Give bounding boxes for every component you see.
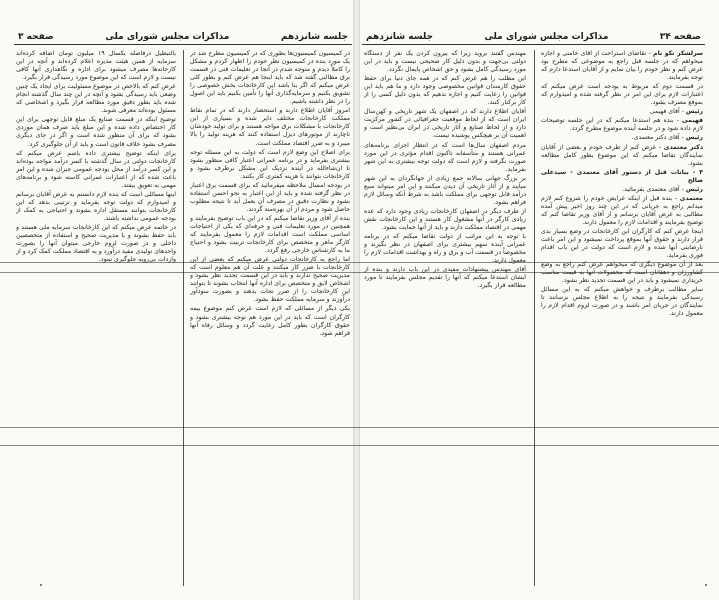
left-page-left-column bbox=[16, 50, 176, 586]
paragraph bbox=[16, 116, 176, 148]
paragraph-text: یکی دیگر از مسائلی که لازم است عرض کنم موضوع بیمه کارگران است که باید در این مورد هم توجه بیشتری بشود و حقوق کارگران بطور کامل رعایت گردد و وسائل رفاه آنها فراهم شود. bbox=[190, 305, 350, 337]
paragraph-text: آقای مهندس پیشنهادات مفیدی در این باب دارند و بنده از ایشان استدعا میکنم که آنها را تقدیم مجلس بفرمایند تا مورد مطالعه قرار بگیرد. bbox=[364, 266, 526, 290]
left-page-column-divider bbox=[183, 50, 184, 586]
paragraph-text: بعد از آن موضوع دیگری که میخواهم عرض کنم راجع به وضع کشاورزان و دهقانان است که محصولات آنها به قیمت مناسب خریداری نمیشود و باید در این قسمت تجدید نظر بشود. bbox=[541, 261, 703, 285]
paragraph-text: سایر مطالب برطرف و خواهش میکنم که به این مسائل رسیدگی بفرمایند و نتیجه را به اطلاع مجلس برسانند تا نمایندگان در جریان امر باشند و در صورت لزوم اقدام لازم را معمول دارند. bbox=[541, 286, 703, 318]
paragraph bbox=[16, 224, 176, 264]
paragraph bbox=[541, 286, 703, 318]
right-page-header bbox=[362, 22, 705, 42]
paragraph-text: - بنده هم استدعا میکنم که در این جلسه توضیحات لازم داده شود و در جلسه آینده موضوع مطرح گردد. bbox=[541, 117, 703, 133]
paragraph-text: - بنده قبل از اینکه عرایض خودم را شروع کنم لازم میدانم راجع به جریانی که در این چند روز اخیر پیش آمده مطالبی به عرض آقایان برسانم و از آقای وزیر تقاضا کنم که توضیح بفرمایند و اقدامات لازم را معمول دارند. bbox=[541, 194, 703, 226]
section-heading-text: ۴ - بیانات قبل از دستور آقای معتمدی - سیدعلی صالح bbox=[541, 168, 703, 184]
speaker-name: معتمدی bbox=[679, 194, 703, 202]
right-header-rule bbox=[362, 44, 705, 45]
paragraph bbox=[190, 305, 350, 337]
paragraph bbox=[364, 75, 526, 107]
paragraph bbox=[541, 195, 703, 227]
paragraph-text: در قسمت دوم که مربوط به بودجه است عرض میکنم که اعتبارات لازم برای این امر در نظر گرفته شده و امیدوارم که بموقع مصرف بشود. bbox=[541, 83, 703, 107]
scan-speck bbox=[705, 584, 707, 586]
left-page-header bbox=[14, 22, 352, 42]
paragraph-text: - آقای معتمدی بفرمائید. bbox=[622, 185, 684, 193]
paragraph bbox=[364, 50, 526, 74]
paragraph bbox=[364, 175, 526, 207]
paragraph-text: برای اصلاح این وضع لازم است که دولت به این مسئله توجه بیشتری بفرماید و در برنامه عمرانی اعتبار کافی منظور بشود تا ان‌شاءالله در آینده نزدیک این مشکل برطرف بشود و کارخانجات بتوانند با هزینه کمتری کار بکنند. bbox=[190, 148, 350, 180]
paragraph-text: - تقاضای استراحت از آقای خامنی و اجازه میخواهم که در جلسه قبل راجع به موضوعی که مطرح بود عرض کنم و نظر خودم را بیان نمایم و از آقایان استدعا دارم که توجه بفرمایند. bbox=[541, 50, 703, 82]
left-header-title: مذاکرات مجلس شورای ملی bbox=[105, 32, 230, 42]
paragraph bbox=[541, 83, 703, 107]
scan-artifact-line bbox=[0, 445, 719, 446]
speaker-name: رئیس bbox=[685, 134, 703, 142]
paragraph bbox=[190, 182, 350, 214]
paragraph-text: توضیح اینکه در قسمت صنایع یک مبلغ قابل توجهی برای این کار اختصاص داده شده و این مبلغ باید صرف همان موردی بشود که برای آن منظور شده است و اگر در جای دیگری مصرف بشود خلاف قانون است و باید از آن جلوگیری کرد. bbox=[16, 116, 176, 148]
right-page-left-column bbox=[364, 50, 526, 586]
paragraph-text: - آقای فهیمی bbox=[649, 108, 684, 116]
paragraph bbox=[190, 107, 350, 147]
paragraph-text: آقایان اطلاع دارند که در اصفهان یک شهر تاریخی و کهن‌سال ایران است که از لحاظ موقعیت جغرافیائی در کشور مرکزیت دارد و از لحاظ صنایع و آثار تاریخی در ایران بی‌نظیر است و اهمیت آن بر هیچکس پوشیده نیست. bbox=[364, 108, 526, 140]
scan-artifact-line bbox=[0, 427, 719, 428]
paragraph-text: این مطلب را هم عرض کنم که در همه جای دنیا برای حفظ حقوق کارمندان قوانین مخصوصی وجود دارد و ما هم باید این قوانین را رعایت کنیم و اجازه ندهیم که بدون دلیل کسی را از کار برکنار کنند. bbox=[364, 75, 526, 107]
paragraph bbox=[541, 228, 703, 260]
paragraph bbox=[541, 50, 703, 82]
paragraph-text: عرض کنم که بالاخص در موضوع مسئولیت برای ایجاد یک چنین وضعی باید رسیدگی بشود و آنچه در این چند سال گذشته انجام شده باید بطور دقیق مورد مطالعه قرار بگیرد و اشخاصی که مسئول بوده‌اند معرفی شوند. bbox=[16, 83, 176, 115]
speaker-name: رئیس bbox=[685, 185, 703, 193]
scan-speck bbox=[40, 584, 42, 586]
left-header-session: جلسه شانزدهم bbox=[280, 32, 348, 42]
paragraph-text: مهندس گفتند بروید زیرا که بیرون کردن یک نفر از دستگاه دولتی بی‌جهت و بدون دلیل کار صحیحی نیست و باید در این مورد رسیدگی کامل بشود و حق اشخاص پایمال نگردد. bbox=[364, 50, 526, 74]
paragraph bbox=[541, 261, 703, 285]
left-page-right-column bbox=[190, 50, 350, 586]
paragraph bbox=[364, 266, 526, 290]
paragraph-text: اما راجع به کارخانجات دولتی عرض میکنم که بعضی از این کارخانجات با ضرر کار میکنند و علت آن هم معلوم است که مدیریت صحیح ندارند و باید در این قسمت تجدید نظر بشود و اشخاص لایق و متخصص برای اداره آنها انتخاب بشوند تا بتوانند این کارخانجات را از ضرر نجات بدهند و بصورت سودآور درآورند و سرمایه مملکت حفظ بشود. bbox=[190, 256, 350, 304]
right-header-page-number: صفحه ۳۴ bbox=[659, 32, 701, 42]
paragraph-text: - عرض کنم از طرف خودم و بعضی از آقایان نمایندگان تقاضا میکنم که این موضوع بطور کامل مطالعه بشود. bbox=[541, 143, 703, 167]
paragraph bbox=[541, 117, 703, 133]
paragraph-text: با توجه به این مراتب از دولت تقاضا میکنم که در برنامه عمرانی آینده سهم بیشتری برای اصفهان در نظر بگیرند و مخصوصاً در قسمت آب و برق و راه و بهداشت اقدامات لازم را معمول دارند. bbox=[364, 233, 526, 265]
left-header-page-number: صفحه ۳ bbox=[18, 32, 54, 42]
scan-artifact-line bbox=[0, 262, 719, 263]
paragraph bbox=[364, 233, 526, 265]
paragraph bbox=[190, 215, 350, 255]
paragraph-text: بر بزرگ جهانی سالانه جمع زیادی از جهانگردان به این شهر میآیند و از آثار تاریخی آن دیدن میکنند و این امر میتواند منبع درآمد قابل توجهی برای مملکت باشد به شرط آنکه وسائل لازم فراهم بشود. bbox=[364, 174, 526, 206]
paragraph-text: بنده از آقای وزیر تقاضا میکنم که در این باب توضیح بفرمایند و همچنین در مورد تعلیمات فنی و حرفه‌ای که یکی از احتیاجات اساسی مملکت است اقدامات لازم را معمول بفرمایند که کارگر ماهر و متخصص برای کارخانجات تربیت بشود و احتیاج ما به کارشناس خارجی رفع گردد. bbox=[190, 214, 350, 255]
right-header-session: جلسه شانزدهم bbox=[366, 32, 434, 42]
paragraph bbox=[364, 108, 526, 140]
speaker-name: دکتر معتمدی bbox=[663, 143, 703, 151]
paragraph bbox=[364, 208, 526, 232]
left-page bbox=[14, 0, 352, 600]
right-page-right-column bbox=[541, 50, 703, 586]
paragraph-text: مردم اصفهان سال‌ها است که در انتظار اجرای برنامه‌های عمرانی هستند و متأسفانه تاکنون اقدام مؤثری در این مورد صورت نگرفته و لازم است که دولت توجه بیشتری به این شهر بفرماید. bbox=[364, 141, 526, 173]
paragraph-text: اینجا عرض کنم که کارگران این کارخانجات در وضع بسیار بدی قرار دارند و حقوق آنها بموقع پرداخت نمیشود و این امر باعث نارضایتی آنها شده و لازم است که دولت در این باب اقدام فوری بفرماید. bbox=[541, 227, 703, 260]
left-header-rule bbox=[14, 44, 352, 45]
paragraph-text: در کمیسیون کمیسیون‌ها بطوری که در کمیسیون مطرح شد در یک مورد بنده در کمیسیون نظر خودم را اظهار کردم و مشکل را کاملاً دیدم و متوجه شدم در آنجا در تعلیمات فنی در قسمت برق مطالبی گفته شد که باید اینجا هم عرض کنم و بطور کلی عرض میکنم که اگر بنا باشد این کارخانجات بخش خصوصی را تشویق بکنیم و سرمایه‌گذاری آنها را تأمین بکنیم باید این اصول را در نظر داشته باشیم. bbox=[190, 50, 350, 106]
right-page bbox=[362, 0, 705, 600]
speaker-name: سرلشکر نکو نام bbox=[653, 50, 703, 57]
right-page-column-divider bbox=[534, 50, 535, 586]
speaker-name: فهیمی bbox=[681, 117, 703, 125]
paragraph-text: در بودجه امسال ملاحظه میفرمائید که برای قسمت برق اعتبار در نظر گرفته شده و باید از این اعتبار به نحو احسن استفاده بشود و نظارت دقیق در مصرف آن بعمل آید تا نتیجه مطلوب حاصل شود و مردم از آن بهره‌مند گردند. bbox=[190, 181, 350, 213]
paragraph bbox=[190, 256, 350, 304]
paragraph bbox=[541, 108, 703, 116]
paragraph bbox=[541, 186, 703, 194]
paragraph-text: بالتبطیل درفاصله یکسال ۱۹ میلیون تومان اضافه کرده‌اند سرمایه از همین هیئت مدیره اعلام کرده‌اند و آنچه در این کارخانه‌ها مصرف میشود برای اداره و نگاهداری آنها کافی نیست و لازم است که این موضوع مورد رسیدگی قرار بگیرد. bbox=[16, 50, 176, 82]
paragraph-text: از طرف دیگر در اصفهان کارخانجات زیادی وجود دارد که عده زیادی کارگر در آنها مشغول کار هستند و این کارخانجات نقش مهمی در اقتصاد مملکت دارند و باید از آنها حمایت بشود. bbox=[364, 207, 526, 231]
paragraph bbox=[16, 191, 176, 223]
paragraph bbox=[541, 144, 703, 168]
page-gutter bbox=[353, 0, 360, 600]
paragraph-text: اینها مسائلی است که بنده لازم دانستم به عرض آقایان برسانم و امیدوارم که دولت توجه بفرماید و ترتیبی بدهد که این کارخانجات بتوانند مستقل اداره بشوند و احتیاجی به کمک از بودجه عمومی نداشته باشند. bbox=[16, 190, 176, 222]
paragraph bbox=[190, 149, 350, 181]
paragraph bbox=[16, 50, 176, 82]
paragraph-text: برای اینکه توضیح بیشتری داده باشم عرض میکنم که کارخانجات دولتی در سال گذشته با کسر درآمد مواجه بوده‌اند و این کسر درآمد از محل بودجه عمومی جبران شده و این امر باعث شده که از اعتبارات عمرانی کاسته شود و برنامه‌های مهمی به تعویق بیفتد. bbox=[16, 149, 176, 189]
speaker-name: رئیس bbox=[685, 108, 703, 116]
section-heading bbox=[541, 169, 703, 185]
paragraph bbox=[16, 150, 176, 190]
right-header-title: مذاکرات مجلس شورای ملی bbox=[484, 32, 609, 42]
paragraph-text: در خاتمه عرض میکنم که این کارخانجات سرمایه ملی هستند و باید حفظ بشوند و با مدیریت صحیح و استفاده از متخصصین داخلی و در صورت لزوم خارجی میتوان آنها را بصورت واحدهای تولیدی مفید درآورد و به اقتصاد مملکت کمک کرد و از واردات بی‌رویه جلوگیری نمود. bbox=[16, 223, 176, 264]
scan-artifact-line bbox=[0, 272, 719, 273]
paragraph bbox=[364, 142, 526, 174]
paragraph bbox=[190, 50, 350, 106]
paragraph bbox=[16, 83, 176, 115]
paragraph-text: - آقای دکتر معتمدی. bbox=[631, 134, 684, 142]
paragraph bbox=[541, 134, 703, 142]
paragraph-text: امروز آقایان اطلاع دارند و استحضار دارند که در تمام نقاط مملکت کارخانجات مختلف دایر شده و بسیاری از این کارخانجات با مشکلات برق مواجه هستند و برای تولید خودشان ناچارند از موتورهای دیزل استفاده کنند که هزینه تولید را بالا میبرد و به ضرر اقتصاد مملکت است. bbox=[190, 107, 350, 147]
